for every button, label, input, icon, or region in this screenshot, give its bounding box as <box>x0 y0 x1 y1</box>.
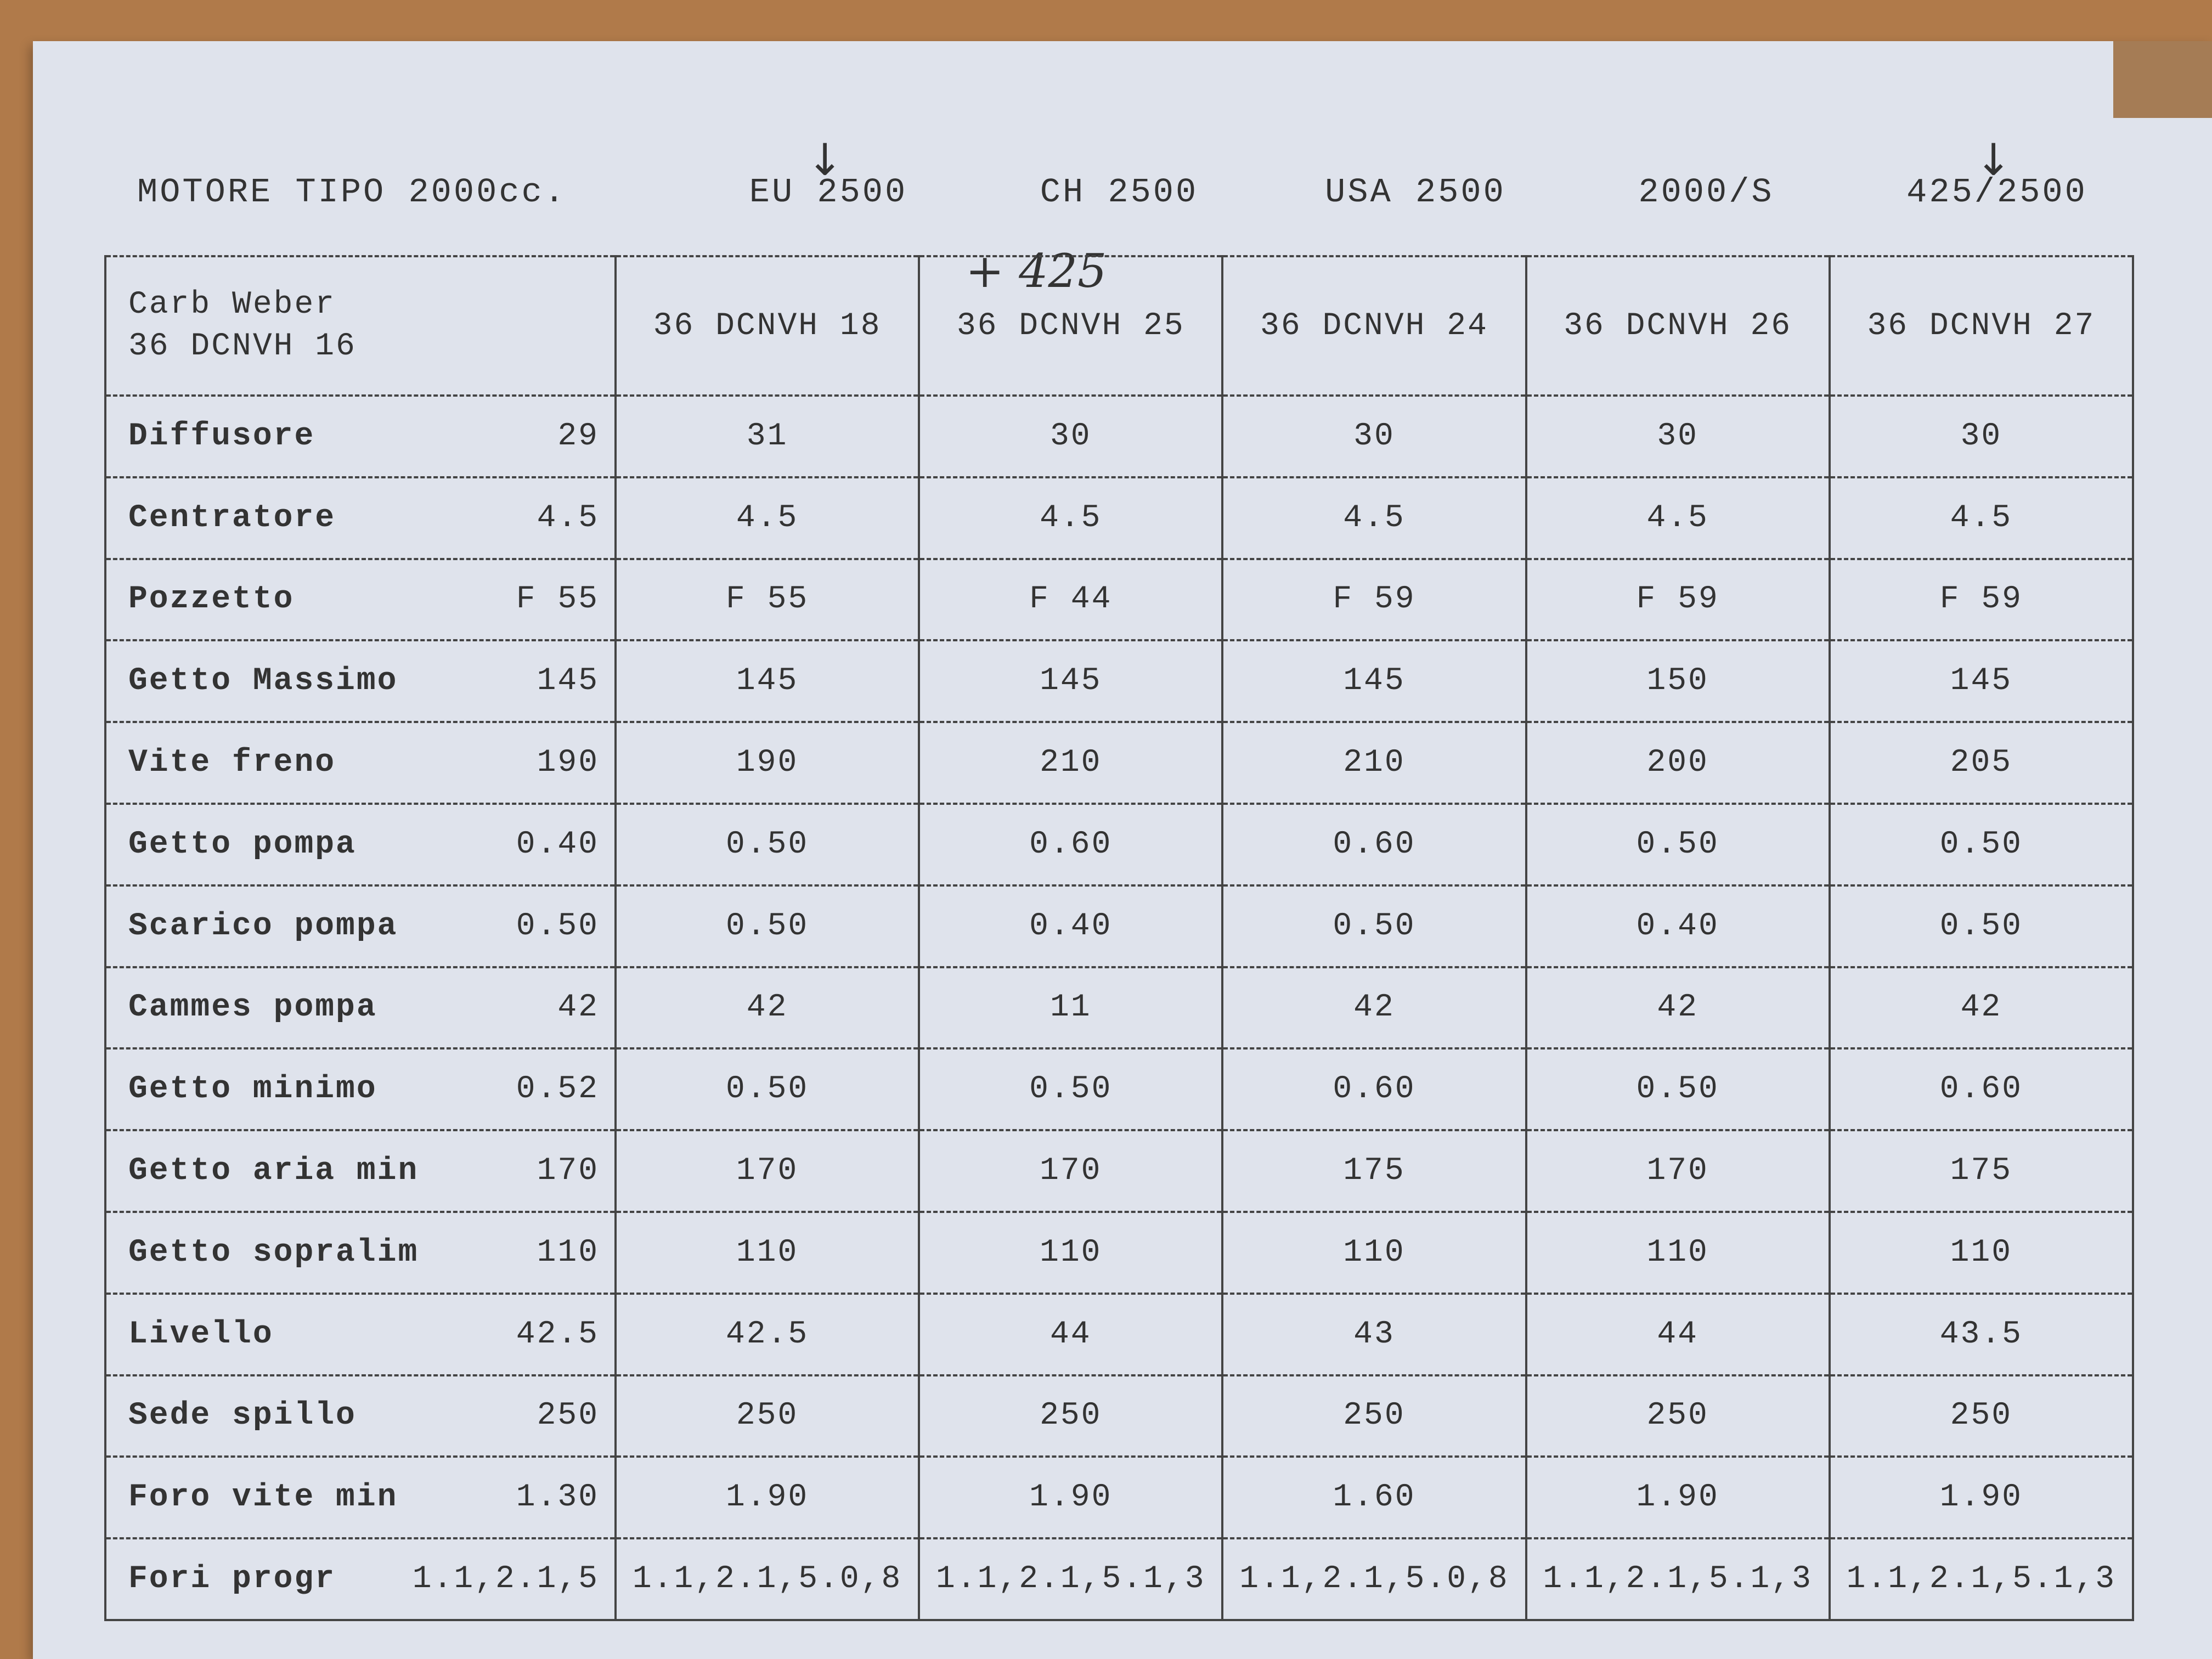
value-cell: 200 <box>1526 722 1830 804</box>
base-value: 4.5 <box>537 500 599 536</box>
handwritten-note: + 425 <box>966 244 1107 298</box>
column-header-ch: CH 2500 <box>1040 173 1199 212</box>
table-row <box>105 640 2133 722</box>
value-cell: F 59 <box>1830 559 2133 641</box>
value-cell: 30 <box>919 396 1222 477</box>
base-value: 110 <box>537 1234 599 1271</box>
table-row <box>105 1048 2133 1130</box>
value-cell: 0.50 <box>1222 885 1526 967</box>
base-value: 0.52 <box>516 1071 599 1108</box>
parameter-label: Diffusore <box>128 418 315 454</box>
value-cell: 175 <box>1222 1130 1526 1212</box>
base-value: 0.50 <box>516 908 599 944</box>
base-value: F 55 <box>516 582 599 618</box>
value-cell: 0.50 <box>1526 804 1830 885</box>
value-cell: 170 <box>616 1130 919 1212</box>
base-value: 170 <box>537 1153 599 1189</box>
parameter-cell <box>105 1130 616 1212</box>
parameter-label: Cammes pompa <box>128 990 377 1026</box>
carb-brand-label: Carb Weber <box>128 287 336 323</box>
value-cell: 0.60 <box>1222 1048 1526 1130</box>
parameter-cell <box>105 1048 616 1130</box>
value-cell: 250 <box>1830 1375 2133 1457</box>
value-cell: 42.5 <box>616 1294 919 1375</box>
value-cell: 250 <box>1526 1375 1830 1457</box>
parameter-label: Centratore <box>128 500 336 536</box>
value-cell: F 59 <box>1526 559 1830 641</box>
table-row <box>105 1212 2133 1294</box>
value-cell: 0.40 <box>919 885 1222 967</box>
table-row <box>105 804 2133 885</box>
value-cell: 0.50 <box>616 804 919 885</box>
model-cell: 36 DCNVH 18 <box>616 256 919 396</box>
value-cell: 1.1,2.1,5.0,8 <box>1222 1538 1526 1620</box>
parameter-label: Getto sopralim <box>128 1234 419 1271</box>
parameter-label: Vite freno <box>128 745 336 781</box>
table-row <box>105 477 2133 559</box>
value-cell: 110 <box>1526 1212 1830 1294</box>
model-cell: 36 DCNVH 25 <box>919 256 1222 396</box>
value-cell: 1.1,2.1,5.1,3 <box>919 1538 1222 1620</box>
value-cell: 0.40 <box>1526 885 1830 967</box>
value-cell: 205 <box>1830 722 2133 804</box>
value-cell: 30 <box>1222 396 1526 477</box>
parameter-label: Getto Massimo <box>128 663 398 699</box>
model-label-first: 36 DCNVH 16 <box>128 329 357 364</box>
parameter-label: Scarico pompa <box>128 908 398 944</box>
base-value: 250 <box>537 1398 599 1434</box>
parameter-cell <box>105 1375 616 1457</box>
value-cell: 0.50 <box>919 1048 1222 1130</box>
value-cell: 145 <box>1222 640 1526 722</box>
value-cell: 1.1,2.1,5.1,3 <box>1526 1538 1830 1620</box>
parameter-cell <box>105 1457 616 1538</box>
value-cell: 0.50 <box>616 1048 919 1130</box>
column-header-usa: USA 2500 <box>1325 173 1506 212</box>
value-cell: 110 <box>1222 1212 1526 1294</box>
value-cell: 1.60 <box>1222 1457 1526 1538</box>
column-header-425: 425/2500 <box>1906 173 2087 212</box>
value-cell: 1.1,2.1,5.1,3 <box>1830 1538 2133 1620</box>
parameter-cell <box>105 477 616 559</box>
value-cell: 42 <box>1830 967 2133 1049</box>
parameter-label: Sede spillo <box>128 1398 357 1434</box>
background-corner <box>2113 41 2212 118</box>
value-cell: 4.5 <box>616 477 919 559</box>
value-cell: 42 <box>1526 967 1830 1049</box>
value-cell: 4.5 <box>1830 477 2133 559</box>
value-cell: 0.50 <box>616 885 919 967</box>
model-row <box>105 256 2133 396</box>
value-cell: 190 <box>616 722 919 804</box>
base-value: 1.1,2.1,5 <box>412 1561 599 1598</box>
parameter-label: Pozzetto <box>128 582 295 618</box>
value-cell: 4.5 <box>919 477 1222 559</box>
parameter-cell <box>105 559 616 641</box>
value-cell: 30 <box>1830 396 2133 477</box>
parameter-cell <box>105 640 616 722</box>
table-row <box>105 722 2133 804</box>
value-cell: 0.60 <box>1222 804 1526 885</box>
parameter-cell <box>105 722 616 804</box>
value-cell: 44 <box>919 1294 1222 1375</box>
value-cell: 145 <box>616 640 919 722</box>
engine-type-title: MOTORE TIPO 2000cc. <box>137 173 567 212</box>
value-cell: 250 <box>616 1375 919 1457</box>
arrow-down-icon: ↓ <box>1975 134 2012 185</box>
value-cell: 1.90 <box>616 1457 919 1538</box>
parameter-cell <box>105 1538 616 1620</box>
parameter-cell <box>105 396 616 477</box>
value-cell: 145 <box>1830 640 2133 722</box>
document-sheet <box>33 41 2212 1659</box>
table-row <box>105 1538 2133 1620</box>
value-cell: F 59 <box>1222 559 1526 641</box>
value-cell: 145 <box>919 640 1222 722</box>
base-value: 42.5 <box>516 1316 599 1352</box>
value-cell: 43 <box>1222 1294 1526 1375</box>
value-cell: 1.1,2.1,5.0,8 <box>616 1538 919 1620</box>
value-cell: 0.50 <box>1526 1048 1830 1130</box>
value-cell: 250 <box>1222 1375 1526 1457</box>
table-row <box>105 1457 2133 1538</box>
value-cell: 4.5 <box>1526 477 1830 559</box>
base-value: 42 <box>557 990 599 1026</box>
table-row <box>105 1130 2133 1212</box>
base-value: 190 <box>537 745 599 781</box>
value-cell: 31 <box>616 396 919 477</box>
value-cell: 110 <box>1830 1212 2133 1294</box>
parameter-cell <box>105 967 616 1049</box>
value-cell: 0.50 <box>1830 804 2133 885</box>
value-cell: 210 <box>1222 722 1526 804</box>
value-cell: 44 <box>1526 1294 1830 1375</box>
value-cell: 4.5 <box>1222 477 1526 559</box>
value-cell: 11 <box>919 967 1222 1049</box>
value-cell: 250 <box>919 1375 1222 1457</box>
parameter-label: Fori progr <box>128 1561 336 1598</box>
base-value: 0.40 <box>516 826 599 862</box>
parameter-cell <box>105 804 616 885</box>
value-cell: 0.50 <box>1830 885 2133 967</box>
arrow-down-icon: ↓ <box>806 134 844 185</box>
table-row <box>105 396 2133 477</box>
model-cell: 36 DCNVH 27 <box>1830 256 2133 396</box>
value-cell: 1.90 <box>919 1457 1222 1538</box>
table-row <box>105 559 2133 641</box>
value-cell: 110 <box>919 1212 1222 1294</box>
value-cell: 170 <box>919 1130 1222 1212</box>
value-cell: F 44 <box>919 559 1222 641</box>
parameter-label: Getto minimo <box>128 1071 377 1108</box>
parameter-label: Foro vite min <box>128 1480 398 1516</box>
parameter-cell <box>105 1294 616 1375</box>
value-cell: 1.90 <box>1526 1457 1830 1538</box>
model-cell-first <box>105 256 616 396</box>
value-cell: 175 <box>1830 1130 2133 1212</box>
base-value: 145 <box>537 663 599 699</box>
base-value: 1.30 <box>516 1480 599 1516</box>
value-cell: 42 <box>1222 967 1526 1049</box>
column-header-2000s: 2000/S <box>1638 173 1774 212</box>
table-row <box>105 885 2133 967</box>
value-cell: 30 <box>1526 396 1830 477</box>
value-cell: 110 <box>616 1212 919 1294</box>
model-cell: 36 DCNVH 24 <box>1222 256 1526 396</box>
model-cell: 36 DCNVH 26 <box>1526 256 1830 396</box>
value-cell: 0.60 <box>919 804 1222 885</box>
parameter-label: Livello <box>128 1316 274 1352</box>
parameter-cell <box>105 885 616 967</box>
parameter-label: Getto pompa <box>128 826 357 862</box>
value-cell: F 55 <box>616 559 919 641</box>
value-cell: 42 <box>616 967 919 1049</box>
table-row <box>105 967 2133 1049</box>
column-header-eu: EU 2500 <box>749 173 908 212</box>
value-cell: 210 <box>919 722 1222 804</box>
parameter-cell <box>105 1212 616 1294</box>
value-cell: 150 <box>1526 640 1830 722</box>
table-row <box>105 1375 2133 1457</box>
carburetor-spec-table <box>104 255 2134 1621</box>
parameter-label: Getto aria min <box>128 1153 419 1189</box>
value-cell: 43.5 <box>1830 1294 2133 1375</box>
value-cell: 1.90 <box>1830 1457 2133 1538</box>
base-value: 29 <box>557 418 599 454</box>
value-cell: 0.60 <box>1830 1048 2133 1130</box>
value-cell: 170 <box>1526 1130 1830 1212</box>
table-row <box>105 1294 2133 1375</box>
